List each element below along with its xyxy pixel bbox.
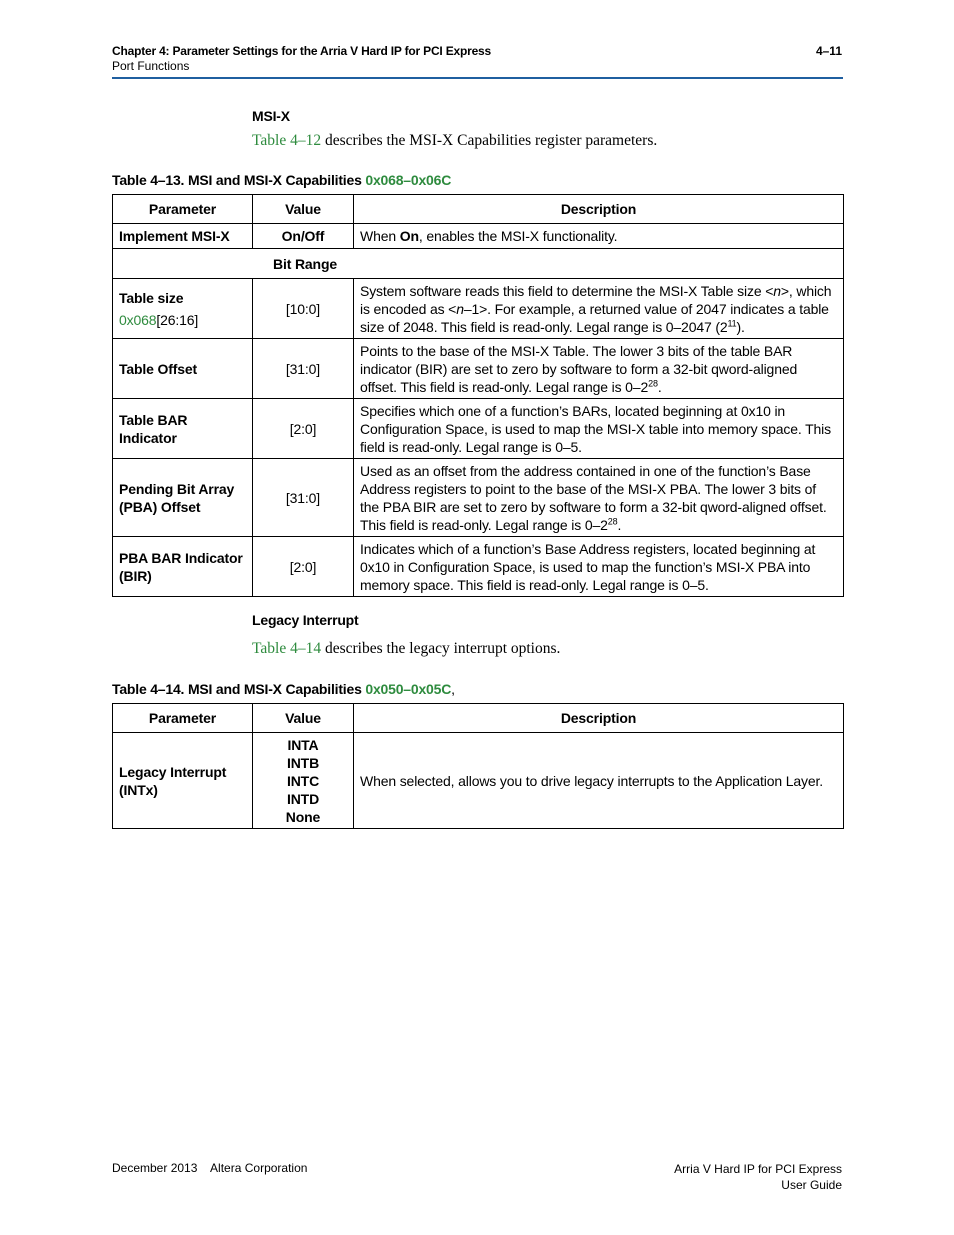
address-link[interactable]: 0x068 — [119, 311, 157, 328]
table-4-14-link[interactable]: Table 4–14 — [252, 640, 322, 657]
table-4-14-caption — [112, 681, 455, 697]
desc-italic: n — [773, 282, 781, 299]
param-cell — [113, 279, 253, 339]
desc-text: System software reads this field to determine the MSI-X Table size < — [360, 282, 774, 299]
desc-bold: On — [399, 228, 419, 244]
table-row — [113, 459, 844, 537]
value-option: INTC — [286, 772, 320, 789]
desc-text: Used as an offset from the address contained in one of the function’s Base Address registers to point to the base of the MSI-X PBA. The lower 3 bits of the PBA BIR are set to zero by software to form a 32-bit qword-aligned offset. This field is read-only. Legal range is 0–2 — [360, 462, 827, 533]
desc-text: When — [360, 228, 400, 244]
msix-intro — [252, 132, 657, 150]
caption-address-link[interactable]: 0x068–0x06C — [365, 172, 452, 188]
desc-text: >, which is encoded as < — [360, 282, 832, 317]
desc-text: –1>. For example, a returned value of 2047 indicates a table size of 2048. This field is read-only. Legal range is 0–2047 (2 — [360, 300, 829, 335]
value-option: None — [285, 808, 321, 825]
value-option: INTA — [287, 736, 319, 753]
param-cell: Legacy Interrupt (INTx) — [113, 733, 253, 829]
param-cell: Table Offset — [113, 339, 253, 399]
desc-cell — [354, 339, 844, 399]
desc-text: , enables the MSI-X functionality. — [418, 228, 618, 244]
msix-heading: MSI-X — [252, 108, 290, 124]
table-4-13-caption — [112, 172, 451, 188]
col-parameter: Parameter — [113, 195, 253, 224]
value-cell — [253, 733, 354, 829]
footer-doc-type: User Guide — [781, 1178, 842, 1192]
bit-range-label: Bit Range — [113, 249, 844, 279]
msix-intro-text: describes the MSI-X Capabilities register parameters. — [321, 132, 658, 149]
caption-text: Table 4–14. MSI and MSI-X Capabilities — [112, 681, 366, 697]
value-cell: [2:0] — [253, 399, 354, 459]
value-option: INTB — [286, 754, 320, 771]
value-cell: [31:0] — [253, 459, 354, 537]
page-number: 4–11 — [815, 44, 842, 58]
col-value: Value — [253, 704, 354, 733]
caption-text: Table 4–13. MSI and MSI-X Capabilities — [112, 172, 366, 188]
table-row — [113, 399, 844, 459]
legacy-table — [112, 703, 844, 829]
value-cell: [2:0] — [253, 537, 354, 597]
desc-cell — [354, 279, 844, 339]
chapter-title: Chapter 4: Parameter Settings for the Arria V Hard IP for PCI Express — [112, 44, 491, 58]
desc-cell — [354, 224, 844, 249]
footer-date-company: December 2013 Altera Corporation — [112, 1161, 308, 1175]
caption-address-link[interactable]: 0x050–0x05C — [365, 681, 452, 697]
desc-text: ). — [736, 318, 745, 335]
header-rule — [112, 77, 843, 79]
desc-text: . — [617, 516, 622, 533]
desc-cell: When selected, allows you to drive legacy interrupts to the Application Layer. — [354, 733, 844, 829]
address-suffix: [26:16] — [156, 311, 199, 328]
desc-superscript: 28 — [648, 377, 658, 388]
desc-text: Points to the base of the MSI-X Table. The lower 3 bits of the table BAR indicator (BIR) are set to zero by software to form a 32-bit qword-aligned offset. This field is read-only. Legal range is 0–2 — [360, 342, 798, 395]
param-cell: PBA BAR Indicator (BIR) — [113, 537, 253, 597]
table-row — [113, 537, 844, 597]
legacy-heading: Legacy Interrupt — [252, 612, 359, 628]
table-row — [113, 339, 844, 399]
desc-cell: Specifies which one of a function’s BARs, located beginning at 0x10 in Configuration Space, is used to map the MSI-X table into memory space. This field is read-only. Legal range is 0–5. — [354, 399, 844, 459]
col-parameter: Parameter — [113, 704, 253, 733]
value-cell: [31:0] — [253, 339, 354, 399]
desc-superscript: 11 — [727, 317, 737, 328]
param-cell: Table BAR Indicator — [113, 399, 253, 459]
table-row — [113, 224, 844, 249]
desc-italic: n — [456, 300, 464, 317]
bit-range-row — [113, 249, 844, 279]
desc-cell: Indicates which of a function’s Base Address registers, located beginning at 0x10 in Configuration Space, is used to map the function’s MSI-X PBA into memory space. This field is read-only. Legal range is 0–5. — [354, 537, 844, 597]
table-row — [113, 733, 844, 829]
col-description: Description — [354, 704, 844, 733]
table-4-12-link[interactable]: Table 4–12 — [252, 132, 322, 149]
legacy-intro — [252, 640, 560, 658]
value-option: INTD — [286, 790, 320, 807]
param-cell: Implement MSI-X — [113, 224, 253, 249]
param-name: Table size — [119, 289, 184, 306]
footer-doc-title: Arria V Hard IP for PCI Express — [674, 1162, 842, 1176]
value-cell: [10:0] — [253, 279, 354, 339]
table-row — [113, 279, 844, 339]
col-value: Value — [253, 195, 354, 224]
desc-cell — [354, 459, 844, 537]
value-cell: On/Off — [253, 224, 354, 249]
col-description: Description — [354, 195, 844, 224]
msix-table — [112, 194, 844, 597]
param-cell: Pending Bit Array (PBA) Offset — [113, 459, 253, 537]
table-header-row — [113, 704, 844, 733]
desc-text: . — [657, 378, 662, 395]
section-name: Port Functions — [112, 59, 190, 73]
footer-doc — [674, 1161, 842, 1193]
param-address — [119, 311, 246, 329]
desc-superscript: 28 — [607, 515, 618, 526]
caption-tail: , — [451, 681, 455, 697]
table-header-row — [113, 195, 844, 224]
legacy-intro-text: describes the legacy interrupt options. — [321, 640, 561, 657]
